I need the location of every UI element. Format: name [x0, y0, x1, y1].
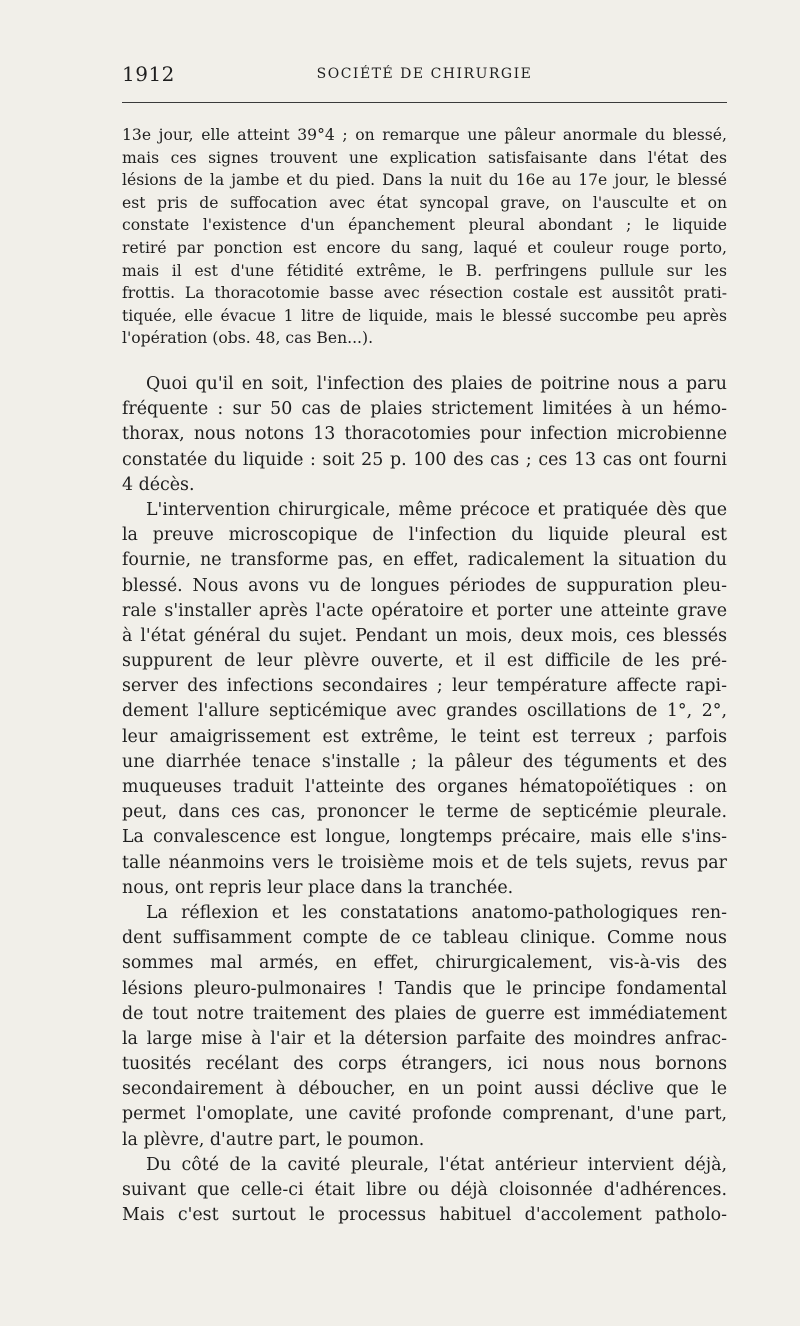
page-number: 1912: [122, 62, 175, 86]
text-line: nous, ont repris leur place dans la tranchée.: [122, 877, 514, 898]
main-body-text: [122, 372, 727, 1228]
text-line: la preuve microscopique de l'infection du liquide pleural est: [122, 525, 727, 546]
text-line: la large mise à l'air et la détersion parfaite des moindres anfrac-: [122, 1028, 727, 1049]
text-line: de tout notre traitement des plaies de guerre est immédiatement: [122, 1003, 727, 1024]
text-line: rale s'installer après l'acte opératoire et porter une atteinte grave: [122, 600, 727, 621]
text-line: à l'état général du sujet. Pendant un mois, deux mois, ces blessés: [122, 625, 727, 646]
text-line: blessé. Nous avons vu de longues périodes de suppuration pleu-: [122, 575, 727, 596]
text-line: tuosités recélant des corps étrangers, ici nous nous bornons: [122, 1054, 727, 1075]
text-line: secondairement à déboucher, en un point aussi déclive que le: [122, 1079, 727, 1100]
text-line: 13e jour, elle atteint 39°4 ; on remarque une pâleur anormale du blessé,: [122, 126, 727, 144]
text-line: peut, dans ces cas, prononcer le terme de septicémie pleurale.: [122, 802, 727, 823]
paragraph-infection-frequency: [122, 372, 727, 498]
page-header: [122, 62, 727, 94]
text-line: 4 décès.: [122, 474, 195, 495]
text-line: permet l'omoplate, une cavité profonde comprenant, d'une part,: [122, 1104, 727, 1125]
text-line: Quoi qu'il en soit, l'infection des plaies de poitrine nous a paru: [146, 374, 727, 394]
text-line: muqueuses traduit l'atteinte des organes hématopoïétiques : on: [122, 777, 727, 797]
text-line: une diarrhée tenace s'installe ; la pâleur des téguments et des: [122, 751, 727, 772]
text-line: La convalescence est longue, longtemps précaire, mais elle s'ins-: [122, 827, 727, 848]
observation-paragraph: [122, 124, 727, 350]
running-title: SOCIÉTÉ DE CHIRURGIE: [316, 66, 533, 82]
text-line: mais il est d'une fétidité extrême, le B. perfringens pullule sur les: [122, 261, 727, 280]
paragraph-reflection: [122, 901, 727, 1153]
text-line: lésions pleuro-pulmonaires ! Tandis que le principe fondamental: [122, 978, 727, 999]
text-line: retiré par ponction est encore du sang, laqué et couleur rouge porto,: [122, 238, 727, 257]
text-line: tiquée, elle évacue 1 litre de liquide, mais le blessé succombe peu après: [122, 306, 727, 325]
text-line: dent suffisamment compte de ce tableau clinique. Comme nous: [122, 928, 727, 949]
text-line: frottis. La thoracotomie basse avec résection costale est aussitôt prati-: [122, 284, 727, 303]
paragraph-surgical-intervention: [122, 498, 727, 901]
text-line: Du côté de la cavité pleurale, l'état antérieur intervient déjà,: [146, 1154, 727, 1175]
text-line: fréquente : sur 50 cas de plaies strictement limitées à un hémo-: [122, 399, 727, 420]
text-line: L'intervention chirurgicale, même précoce et pratiquée dès que: [146, 499, 727, 520]
text-line: La réflexion et les constatations anatomo-pathologiques ren-: [146, 902, 727, 923]
header-rule: [122, 102, 727, 103]
text-line: mais ces signes trouvent une explication satisfaisante dans l'état des: [122, 148, 727, 167]
text-line: constatée du liquide : soit 25 p. 100 des cas ; ces 13 cas ont fourni: [122, 449, 727, 470]
text-line: la plèvre, d'autre part, le poumon.: [122, 1129, 425, 1150]
text-line: server des infections secondaires ; leur température affecte rapi-: [122, 676, 727, 697]
text-line: talle néanmoins vers le troisième mois et de tels sujets, revus par: [122, 852, 727, 873]
text-line: est pris de suffocation avec état syncopal grave, on l'ausculte et on: [122, 193, 727, 212]
text-line: dement l'allure septicémique avec grandes oscillations de 1°, 2°,: [122, 701, 727, 722]
text-line: sommes mal armés, en effet, chirurgicalement, vis-à-vis des: [122, 953, 727, 974]
text-line: constate l'existence d'un épanchement pleural abondant ; le liquide: [122, 216, 727, 235]
paragraph-pleural-cavity: [122, 1153, 727, 1229]
text-line: suppurent de leur plèvre ouverte, et il est difficile de les pré-: [122, 651, 727, 672]
text-line: suivant que celle-ci était libre ou déjà cloisonnée d'adhérences.: [122, 1180, 727, 1200]
text-line: leur amaigrissement est extrême, le teint est terreux ; parfois: [122, 726, 727, 747]
text-line: lésions de la jambe et du pied. Dans la nuit du 16e au 17e jour, le blessé: [122, 171, 727, 190]
text-line: fournie, ne transforme pas, en effet, radicalement la situation du: [122, 550, 727, 571]
text-line: thorax, nous notons 13 thoracotomies pour infection microbienne: [122, 424, 727, 445]
text-line: Mais c'est surtout le processus habituel d'accolement patholo-: [122, 1205, 727, 1226]
text-line: l'opération (obs. 48, cas Ben...).: [122, 329, 374, 348]
